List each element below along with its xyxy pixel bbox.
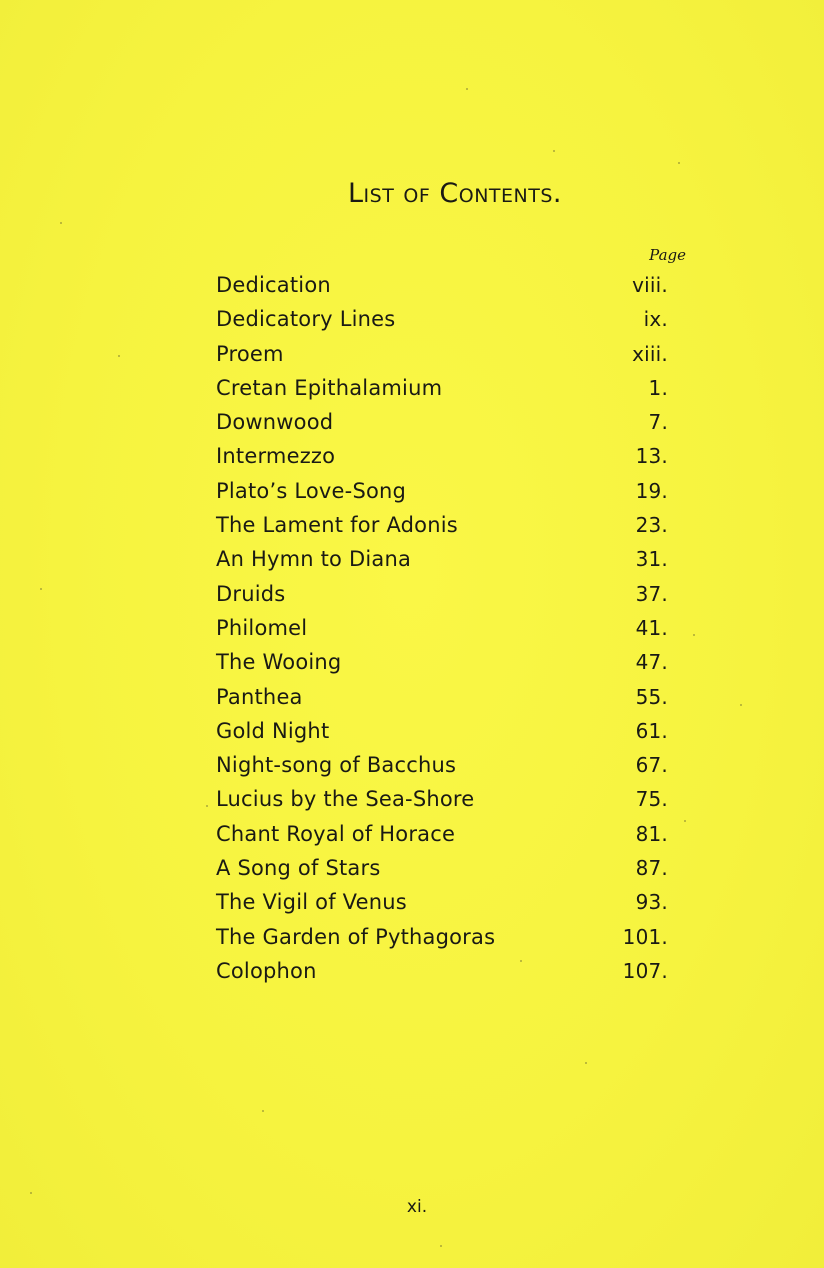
list-item	[216, 371, 668, 405]
entry-page: xiii.	[632, 341, 668, 366]
paper-speck	[60, 222, 62, 224]
entry-page: 93.	[635, 890, 668, 915]
entry-title: Dedication	[216, 273, 331, 297]
page-number: xi.	[406, 1197, 428, 1217]
list-item	[216, 611, 668, 645]
entry-title: The Garden of Pythagoras	[216, 924, 496, 949]
list-item	[216, 508, 668, 542]
list-item	[216, 748, 668, 782]
title-initial: C	[439, 178, 459, 209]
paper-speck	[740, 704, 742, 706]
entry-title: Plato’s Love-Song	[216, 478, 407, 503]
entry-title: Downwood	[216, 410, 334, 435]
list-item	[216, 542, 668, 576]
paper-speck	[40, 588, 42, 590]
entry-page: 7.	[648, 410, 668, 435]
list-item	[216, 645, 668, 679]
entry-page: 61.	[635, 718, 668, 743]
paper-speck	[206, 805, 208, 807]
list-item	[216, 577, 668, 611]
title-text: ist of	[363, 178, 440, 209]
list-item	[216, 405, 668, 439]
list-item	[216, 439, 668, 473]
entry-title: Gold Night	[216, 718, 330, 743]
list-item	[216, 782, 668, 816]
entry-page: 19.	[635, 478, 668, 503]
list-item	[216, 268, 668, 302]
list-item	[216, 817, 668, 851]
entry-page: 41.	[635, 615, 668, 640]
entry-page: 101.	[622, 924, 668, 949]
entry-title: Philomel	[216, 615, 308, 640]
entry-page: 23.	[635, 513, 668, 538]
entry-title: An Hymn to Diana	[216, 547, 412, 572]
entry-page: 31.	[635, 547, 668, 572]
list-item	[216, 851, 668, 885]
entry-page: 55.	[635, 684, 668, 709]
paper-speck	[440, 1245, 442, 1247]
paper-speck	[684, 820, 686, 822]
entry-page: ix.	[643, 307, 668, 332]
paper-speck	[466, 88, 468, 90]
entry-page: 67.	[635, 753, 668, 778]
entry-page: 1.	[648, 375, 668, 400]
entry-title: Intermezzo	[216, 444, 336, 469]
paper-speck	[678, 162, 680, 164]
entry-title: Chant Royal of Horace	[216, 821, 456, 846]
entry-title: Druids	[216, 581, 286, 606]
entry-page: viii.	[632, 273, 668, 297]
entry-page: 107.	[622, 958, 668, 983]
entry-page: 75.	[635, 787, 668, 812]
entry-page: 37.	[635, 581, 668, 606]
entry-page: 81.	[635, 821, 668, 846]
title-text: ontents.	[458, 178, 562, 209]
entry-title: Panthea	[216, 684, 303, 709]
page-title	[0, 178, 824, 209]
list-item	[216, 885, 668, 919]
entry-title: The Vigil of Venus	[216, 890, 407, 915]
entry-title: Cretan Epithalamium	[216, 375, 443, 400]
paper-speck	[30, 1192, 32, 1194]
entry-title: The Lament for Adonis	[216, 513, 458, 538]
entry-title: The Wooing	[216, 650, 342, 675]
list-item	[216, 337, 668, 371]
title-initial: L	[348, 178, 364, 209]
list-item	[216, 954, 668, 988]
list-item	[216, 474, 668, 508]
entry-page: 13.	[635, 444, 668, 469]
paper-speck	[553, 150, 555, 152]
list-item	[216, 714, 668, 748]
contents-list	[216, 268, 668, 988]
page-column-label: Page	[649, 246, 686, 264]
entry-title: Colophon	[216, 958, 317, 983]
entry-title: A Song of Stars	[216, 856, 381, 881]
entry-title: Dedicatory Lines	[216, 307, 396, 332]
entry-title: Night-song of Bacchus	[216, 753, 457, 778]
entry-title: Proem	[216, 341, 284, 366]
paper-speck	[693, 634, 695, 636]
list-item	[216, 302, 668, 336]
paper-speck	[118, 355, 120, 357]
paper-speck	[262, 1110, 264, 1112]
entry-title: Lucius by the Sea-Shore	[216, 787, 475, 812]
paper-speck	[585, 1062, 587, 1064]
entry-page: 47.	[635, 650, 668, 675]
list-item	[216, 920, 668, 954]
list-item	[216, 680, 668, 714]
entry-page: 87.	[635, 856, 668, 881]
